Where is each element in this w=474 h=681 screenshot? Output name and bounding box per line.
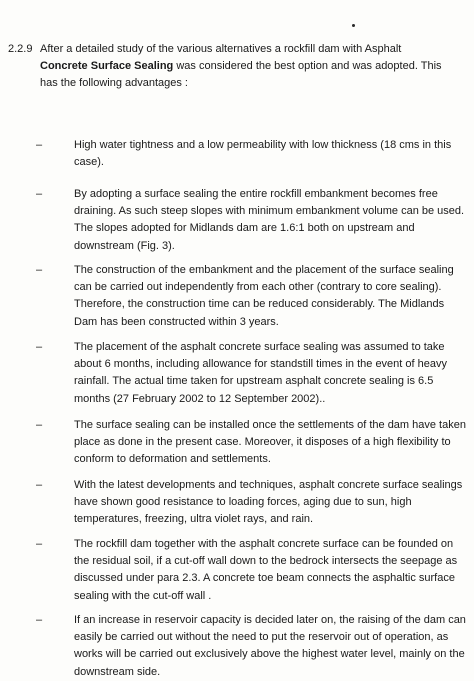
intro-bold-phrase: Concrete Surface Sealing — [40, 60, 174, 72]
advantage-text: The surface sealing can be installed once the settlements of the dam have taken place as done in the present case. Moreover, it disposes of a high flexibility to conform to deformation and settlements. — [74, 419, 466, 466]
advantage-item-5 — [36, 417, 466, 469]
section-intro — [8, 41, 463, 92]
advantage-text: The placement of the asphalt concrete surface sealing was assumed to take about 6 months, including allowance for standstill times in the event of heavy rainfall. The actual time taken for upstream asphalt concrete sealing is 6.5 months (27 February 2002 to 12 September 2002).. — [74, 341, 447, 405]
intro-line-2 — [8, 58, 463, 75]
bullet-dash: – — [36, 538, 43, 550]
bullet-dash: – — [36, 139, 43, 151]
advantage-item-8 — [36, 612, 466, 681]
bullet-dash: – — [36, 341, 43, 353]
section-number: 2.2.9 — [8, 43, 33, 55]
intro-line-1: After a detailed study of the various alternatives a rockfill dam with Asphalt — [40, 43, 402, 55]
advantage-text: With the latest developments and techniques, asphalt concrete surface sealings have shown good resistance to loading forces, aging due to sun, high temperatures, freezing, ultra violet rays, and rain. — [74, 479, 463, 526]
bullet-dash: – — [36, 419, 43, 431]
advantage-text: The construction of the embankment and the placement of the surface sealing can be carried out independently from each other (contrary to core sealing). Therefore, the construction time can be reduced considerably. The Midlands Dam has been constructed within 3 years. — [74, 264, 454, 328]
advantage-item-7 — [36, 536, 466, 605]
advantage-text: By adopting a surface sealing the entire rockfill embankment becomes free draining. As such steep slopes with minimum embankment volume can be used. The slopes adopted for Midlands dam are 1.6:1 both on upstream and downstream (Fig. 3). — [74, 188, 465, 252]
bullet-dash: – — [36, 188, 43, 200]
advantage-item-3 — [36, 262, 466, 331]
scan-speck — [352, 24, 355, 27]
advantage-item-2 — [36, 186, 466, 255]
advantage-item-1 — [36, 137, 466, 171]
advantage-item-6 — [36, 477, 466, 529]
intro-line-3: has the following advantages : — [40, 77, 188, 89]
bullet-dash: – — [36, 614, 43, 626]
advantage-text: If an increase in reservoir capacity is decided later on, the raising of the dam can easily be carried out without the need to put the reservoir out of operation, as works will be carried out exclusively above the highest water level, mainly on the downstream side. — [74, 614, 466, 678]
bullet-dash: – — [36, 479, 43, 491]
advantage-text: High water tightness and a low permeability with low thickness (18 cms in this case). — [74, 139, 452, 169]
intro-line-2-rest: was considered the best option and was adopted. This — [173, 60, 442, 72]
bullet-dash: – — [36, 264, 43, 276]
advantage-text: The rockfill dam together with the asphalt concrete surface can be founded on the residual soil, if a cut-off wall down to the bedrock intersects the seepage as discussed under para 2.3. A concrete toe beam connects the asphaltic surface sealing with the cut-off wall . — [74, 538, 458, 602]
advantage-item-4 — [36, 339, 466, 408]
